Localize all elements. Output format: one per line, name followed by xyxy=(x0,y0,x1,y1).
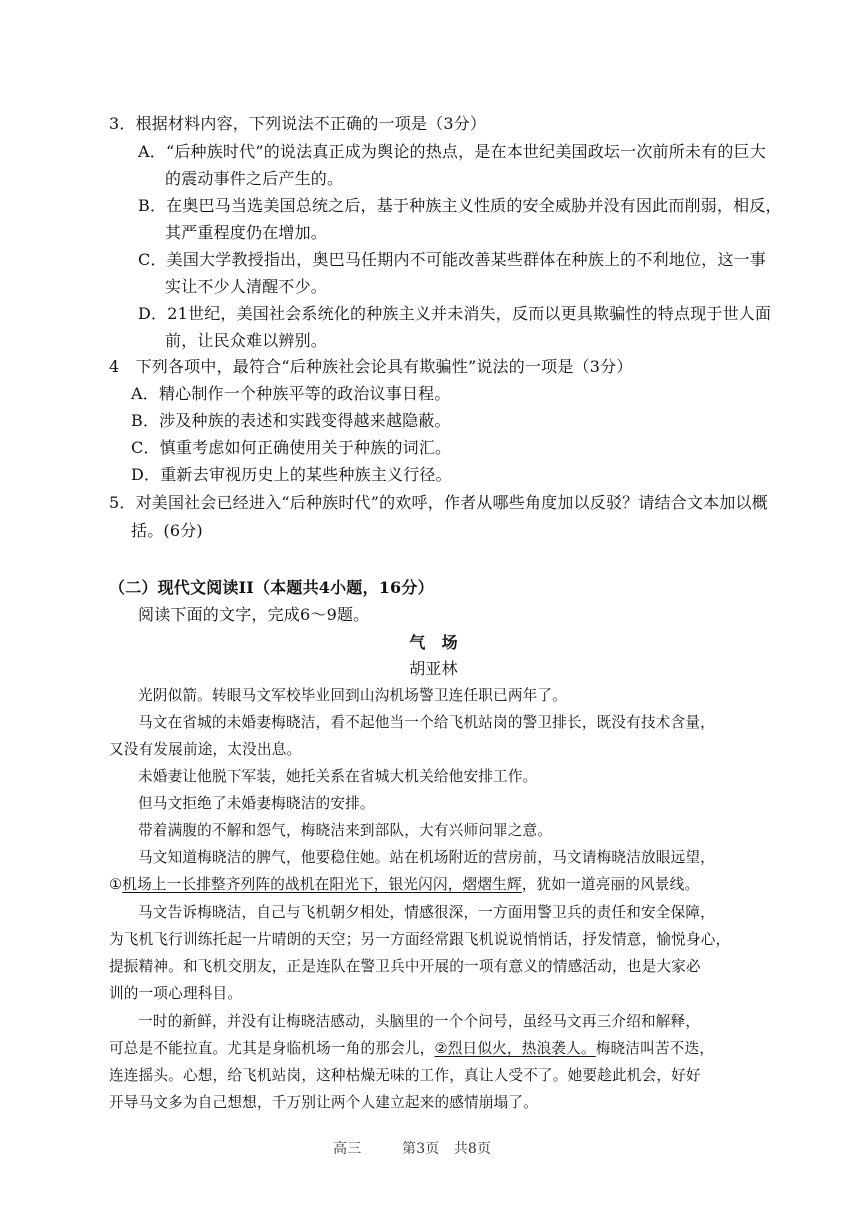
underlined-sentence-2: ②烈日似火，热浪袭人。 xyxy=(434,1040,596,1057)
q4-option-b: B．涉及种族的表述和实践变得越来越隐蔽。 xyxy=(131,411,451,430)
marker-1: ① xyxy=(109,876,123,893)
story-paragraph-8-line2 xyxy=(109,1039,714,1059)
story-paragraph-8-line4: 开导马文多为自己想想，千万别让两个人建立起来的感情崩塌了。 xyxy=(109,1094,539,1111)
q3-option-b-line1: B．在奥巴马当选美国总统之后，基于种族主义性质的安全威胁并没有因此而削弱，相反， xyxy=(138,196,782,215)
story-paragraph-8-post: 梅晓洁叫苦不迭， xyxy=(595,1040,715,1057)
q3-option-c-line2: 实让不少人清醒不少。 xyxy=(165,277,328,296)
story-paragraph-3: 未婚妻让他脱下军装，她托关系在省城大机关给他安排工作。 xyxy=(138,768,538,785)
story-paragraph-7-line2: 为飞机飞行训练托起一片晴朗的天空；另一方面经常跟飞机说说悄悄话，抒发情意，愉悦身心， xyxy=(109,931,731,948)
story-paragraph-5: 带着满腹的不解和怨气，梅晓洁来到部队，大有兴师问罪之意。 xyxy=(138,822,553,839)
story-paragraph-7-line1: 马文告诉梅晓洁，自己与飞机朝夕相处，情感很深，一方面用警卫兵的责任和安全保障， xyxy=(138,904,715,921)
story-paragraph-6-rest: ，犹如一道亮丽的风景线。 xyxy=(521,876,700,893)
story-paragraph-4: 但马文拒绝了未婚妻梅晓洁的安排。 xyxy=(138,795,375,812)
q4-stem: 4 下列各项中，最符合“后种族社会论具有欺骗性”说法的一项是（3分） xyxy=(109,357,633,376)
story-paragraph-2-line1: 马文在省城的未婚妻梅晓洁，看不起他当一个给飞机站岗的警卫排长，既没有技术含量， xyxy=(138,714,715,731)
q4-option-a: A．精心制作一个种族平等的政治议事日程。 xyxy=(131,384,451,403)
story-paragraph-7-line3: 提振精神。和飞机交朋友，正是连队在警卫兵中开展的一项有意义的情感活动，也是大家必 xyxy=(109,958,701,975)
story-paragraph-8-line3: 连连摇头。心想，给飞机站岗，这种枯燥无味的工作，真让人受不了。她要趁此机会，好好 xyxy=(109,1067,701,1084)
q3-option-b-line2: 其严重程度仍在增加。 xyxy=(165,223,328,242)
story-paragraph-8-pre: 可总是不能拉直。尤其是身临机场一角的那会儿， xyxy=(109,1040,435,1057)
story-paragraph-2-line2: 又没有发展前途，太没出息。 xyxy=(109,741,302,758)
story-paragraph-1: 光阴似箭。转眼马文军校毕业回到山沟机场警卫连任职已两年了。 xyxy=(138,687,568,704)
q4-option-d: D．重新去审视历史上的某些种族主义行径。 xyxy=(131,465,452,484)
story-paragraph-8-line1: 一时的新鲜，并没有让梅晓洁感动，头脑里的一个个问号，虽经马文再三介绍和解释， xyxy=(138,1013,701,1030)
story-title: 气 场 xyxy=(409,633,458,652)
footer-page-number: 第3页 共8页 xyxy=(402,1141,492,1157)
section-instruction: 阅读下面的文字，完成6～9题。 xyxy=(138,605,370,624)
q3-option-d-line2: 前，让民众难以辨别。 xyxy=(165,331,328,350)
story-paragraph-6-line2 xyxy=(109,875,699,895)
story-paragraph-6-line1: 马文知道梅晓洁的脾气，他要稳住她。站在机场附近的营房前，马文请梅晓洁放眼远望， xyxy=(138,849,715,866)
q3-option-c-line1: C．美国大学教授指出，奥巴马任期内不可能改善某些群体在种族上的不利地位，这一事 xyxy=(138,250,767,269)
q5-line2: 括。(6分) xyxy=(131,521,203,540)
section-heading: （二）现代文阅读II（本题共4小题，16分） xyxy=(109,578,434,597)
story-author: 胡亚林 xyxy=(409,659,458,678)
q3-stem: 3．根据材料内容，下列说法不正确的一项是（3分） xyxy=(109,114,487,133)
q3-option-a-line1: A．“后种族时代”的说法真正成为舆论的热点，是在本世纪美国政坛一次前所未有的巨大 xyxy=(138,142,766,161)
q3-option-a-line2: 的震动事件之后产生的。 xyxy=(165,169,344,188)
story-paragraph-7-line4: 训的一项心理科目。 xyxy=(109,985,243,1002)
footer-grade: 高三 xyxy=(333,1141,362,1157)
q3-option-d-line1: D．21世纪，美国社会系统化的种族主义并未消失，反而以更具欺骗性的特点现于世人面 xyxy=(138,304,772,323)
underlined-sentence-1: 机场上一长排整齐列阵的战机在阳光下，银光闪闪，熠熠生辉 xyxy=(122,876,522,893)
q5-line1: 5．对美国社会已经进入“后种族时代”的欢呼，作者从哪些角度加以反驳？请结合文本加以概 xyxy=(109,493,768,512)
q4-option-c: C．慎重考虑如何正确使用关于种族的词汇。 xyxy=(131,438,452,457)
